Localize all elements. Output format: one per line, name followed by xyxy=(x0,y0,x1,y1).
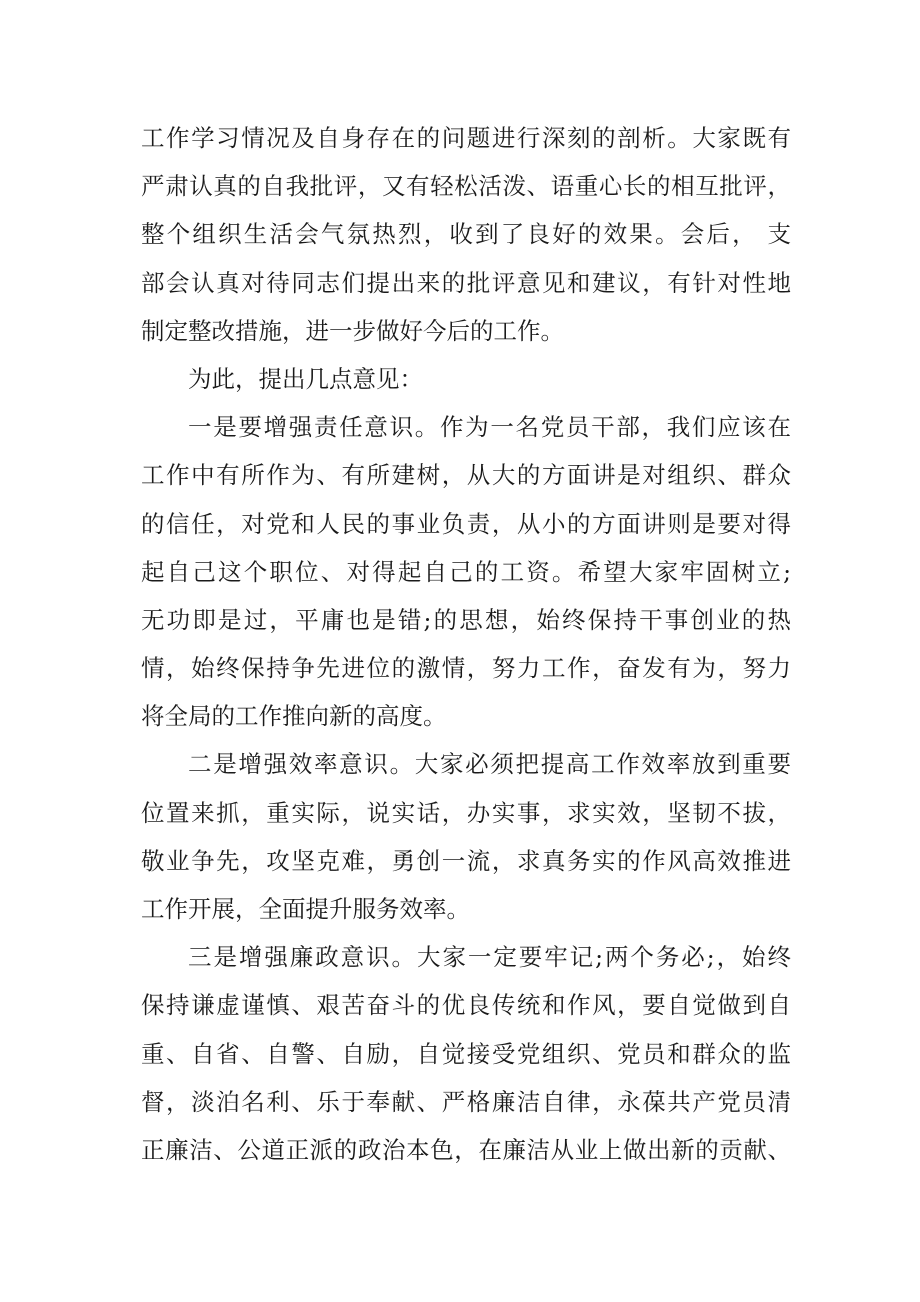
text-line: 保持谦虚谨慎、艰苦奋斗的优良传统和作风，要自觉做到自 xyxy=(141,991,791,1020)
text-line: 的信任，对党和人民的事业负责，从小的方面讲则是要对得 xyxy=(141,509,791,538)
text-line: 起自己这个职位、对得起自己的工资。希望大家牢固树立; xyxy=(141,557,791,586)
text-line: 三是增强廉政意识。大家一定要牢记;两个务必;，始终 xyxy=(188,943,791,972)
paragraph-integrity xyxy=(141,933,791,1174)
text-line: 部会认真对待同志们提出来的批评意见和建议，有针对性地 xyxy=(141,268,791,297)
text-line: 一是要增强责任意识。作为一名党员干部，我们应该在 xyxy=(188,413,791,442)
text-line: 为此，提出几点意见： xyxy=(188,364,423,393)
text-line: 情，始终保持争先进位的激情，努力工作，奋发有为，努力 xyxy=(141,654,791,683)
text-line: 督，淡泊名利、乐于奉献、严格廉洁自律，永葆共产党员清 xyxy=(141,1087,791,1116)
text-line: 位置来抓，重实际，说实话，办实事，求实效，坚韧不拔， xyxy=(141,798,791,827)
text-line: 工作学习情况及自身存在的问题进行深刻的剖析。大家既有 xyxy=(141,124,791,152)
text-line: 敬业争先，攻坚克难，勇创一流，求真务实的作风高效推进 xyxy=(141,846,791,875)
text-line: 严肃认真的自我批评，又有轻松活泼、语重心长的相互批评， xyxy=(141,172,791,201)
text-line: 将全局的工作推向新的高度。 xyxy=(141,702,447,731)
document-body xyxy=(141,114,791,1174)
text-line: 二是增强效率意识。大家必须把提高工作效率放到重要 xyxy=(188,750,791,779)
text-line: 正廉洁、公道正派的政治本色，在廉洁从业上做出新的贡献、 xyxy=(141,1135,791,1164)
text-line: 工作中有所作为、有所建树，从大的方面讲是对组织、群众 xyxy=(141,461,791,490)
text-line: 工作开展，全面提升服务效率。 xyxy=(141,895,470,923)
paragraph-self-criticism xyxy=(141,114,791,355)
text-line: 无功即是过，平庸也是错;的思想，始终保持干事创业的热 xyxy=(141,605,791,634)
paragraph-responsibility xyxy=(141,403,791,740)
paragraph-opinions-intro xyxy=(141,355,791,403)
text-line: 整个组织生活会气氛热烈，收到了良好的效果。会后， 支 xyxy=(141,220,791,249)
text-line: 制定整改措施，进一步做好今后的工作。 xyxy=(141,316,564,345)
text-line: 重、自省、自警、自励，自觉接受党组织、党员和群众的监 xyxy=(141,1039,791,1068)
paragraph-efficiency xyxy=(141,740,791,933)
